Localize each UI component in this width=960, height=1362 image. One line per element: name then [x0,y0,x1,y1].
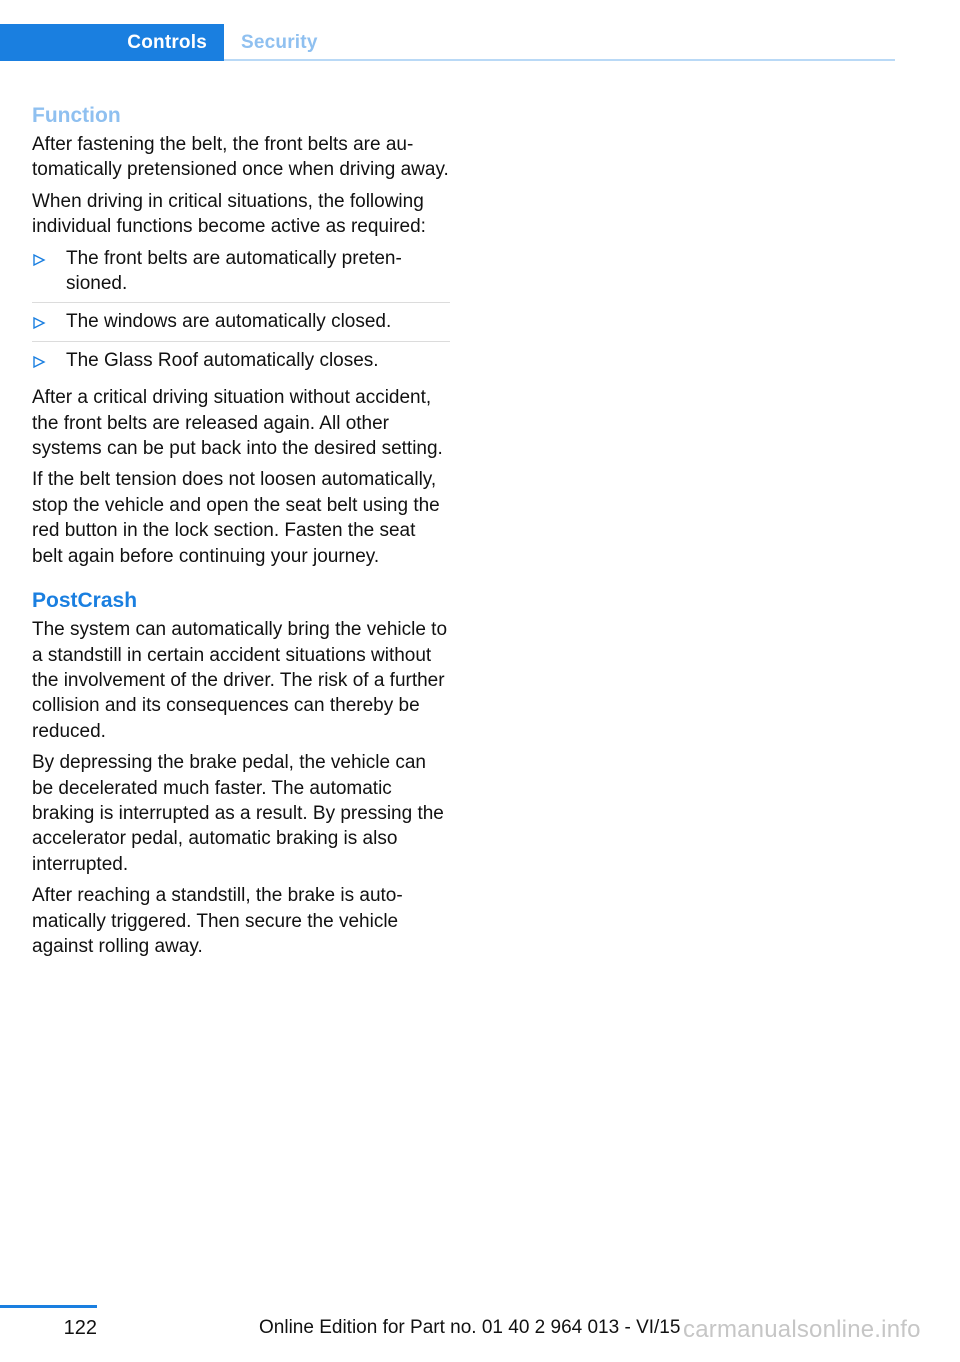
list-item [32,348,450,379]
list-item-text: The windows are automatically closed. [66,311,392,333]
list-item-text: The Glass Roof automatically closes. [66,349,379,371]
header-tab-bar [0,24,895,61]
section-heading-function: Function [32,104,121,127]
page-number: 122 [63,1317,97,1339]
list-item-text: The front belts are automatically pretensioned. [66,247,402,295]
header-divider [224,59,895,61]
list-item [32,246,450,304]
list-item [32,309,450,341]
function-lead-paragraph: When driving in critical situations, the following individual functions become active as required: [32,190,426,238]
tab-security[interactable]: Security [241,32,318,53]
tab-controls[interactable] [0,24,224,61]
function-bullet-list [32,246,450,380]
edition-text: Online Edition for Part no. 01 40 2 964 013 - VI/15 [259,1317,681,1338]
postcrash-paragraph-2: By depressing the brake pedal, the vehicle can be decelerated much faster. The automatic braking is interrupted as a result. By pressing the accelerator pedal, automatic braking is also interrupted. [32,752,444,875]
function-tension-paragraph: If the belt tension does not loosen automatically, stop the vehicle and open the seat belt using the red button in the lock section. Fasten the seat belt again before continuing your journey. [32,469,440,567]
triangle-right-outline-icon [32,355,46,369]
footer-divider [0,1305,97,1308]
watermark: carmanualsonline.info [683,1316,921,1343]
triangle-right-outline-icon [32,316,46,330]
section-heading-postcrash: PostCrash [32,589,138,613]
main-content [32,100,450,965]
triangle-right-outline-icon [32,253,46,267]
tab-controls-label: Controls [127,32,207,53]
postcrash-paragraph-3: After reaching a standstill, the brake is automatically triggered. Then secure the vehicle against rolling away. [32,885,403,957]
function-intro-paragraph: After fastening the belt, the front belts are automatically pretensioned once when driving away. [32,134,449,181]
function-after-paragraph: After a critical driving situation without accident, the front belts are released again. All other systems can be put back into the desired setting. [32,387,443,460]
postcrash-paragraph-1: The system can automatically bring the vehicle to a standstill in certain accident situations without the involvement of the driver. The risk of a further collision and its consequences can thereby be reduced. [32,619,448,742]
